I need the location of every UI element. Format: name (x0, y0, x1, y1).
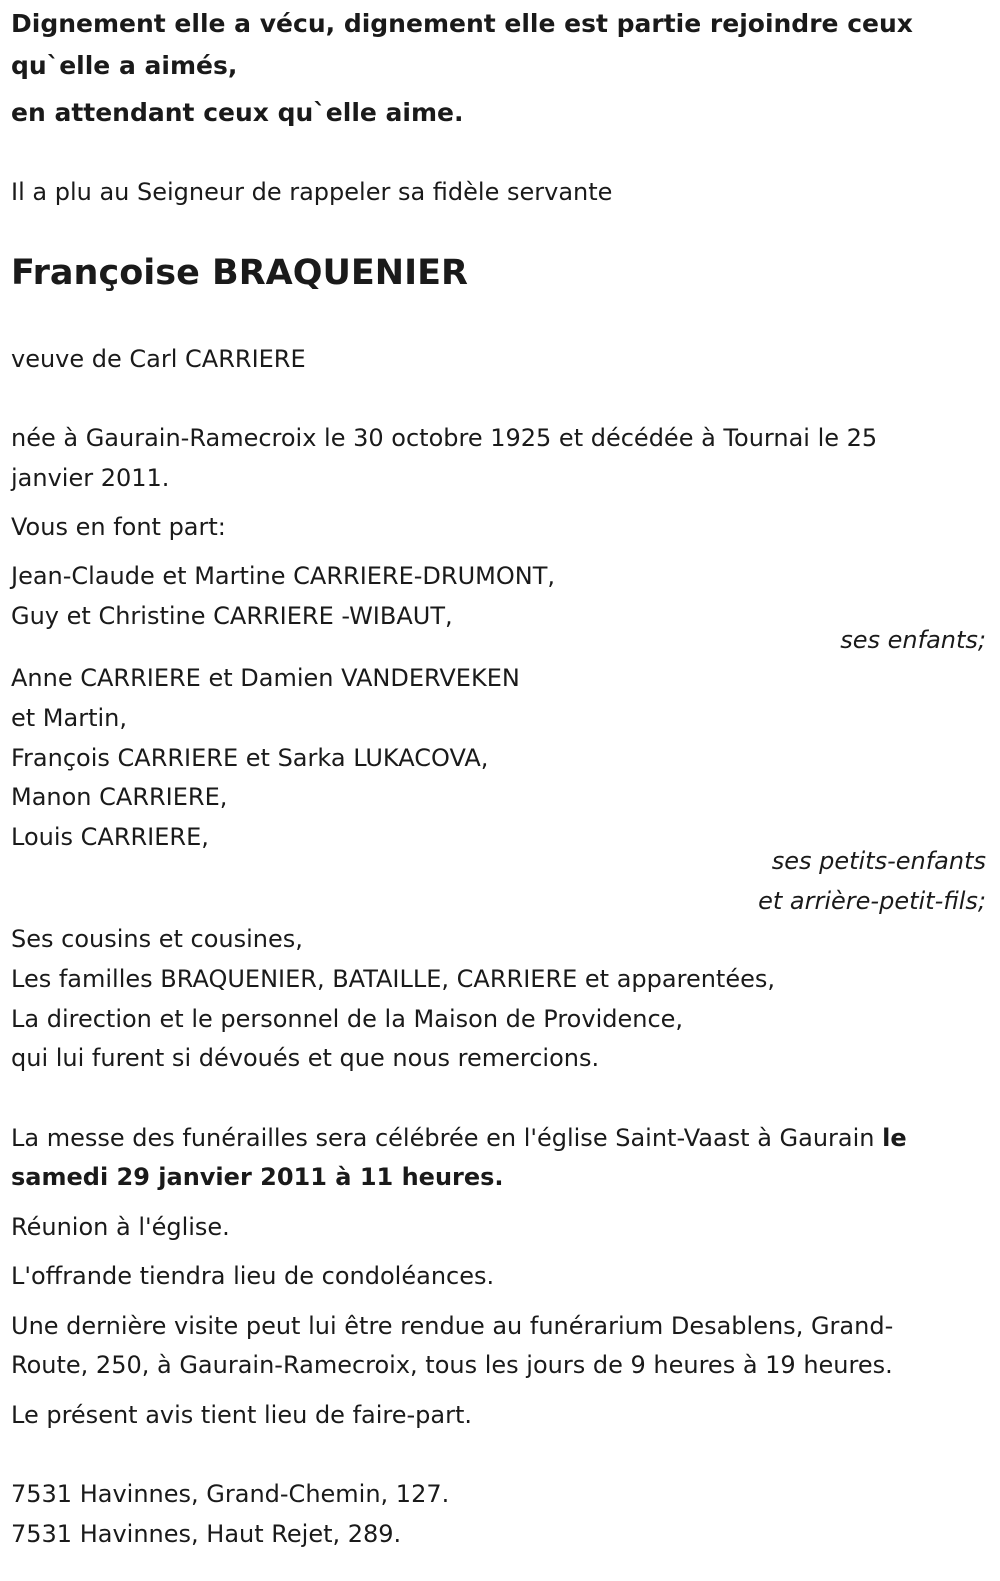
grandchild-entry: Louis CARRIERE, (11, 823, 209, 851)
relatives-entry: Ses cousins et cousines, (11, 925, 303, 953)
child-entry: Jean-Claude et Martine CARRIERE-DRUMONT, (11, 562, 555, 590)
address-entry: 7531 Havinnes, Grand-Chemin, 127. (11, 1480, 450, 1508)
offering-info: L'offrande tiendra lieu de condoléances. (11, 1262, 495, 1290)
deceased-name: Françoise BRAQUENIER (11, 253, 468, 293)
epitaph-line-1: Dignement elle a vécu, dignement elle est partie rejoindre ceux (11, 9, 913, 38)
visit-line-2: Route, 250, à Gaurain-Ramecroix, tous les jours de 9 heures à 19 heures. (11, 1351, 893, 1379)
funeral-date-time: samedi 29 janvier 2011 à 11 heures. (11, 1163, 504, 1191)
widow-of: veuve de Carl CARRIERE (11, 345, 306, 373)
grandchildren-label-line-1: ses petits-enfants (771, 847, 986, 875)
grandchild-entry: Anne CARRIERE et Damien VANDERVEKEN (11, 664, 520, 692)
birth-death-line-1: née à Gaurain-Ramecroix le 30 octobre 1925 et décédée à Tournai le 25 (11, 424, 878, 452)
grandchild-entry: François CARRIERE et Sarka LUKACOVA, (11, 744, 489, 772)
visit-line-1: Une dernière visite peut lui être rendue au funérarium Desablens, Grand- (11, 1312, 894, 1340)
epitaph-line-3: en attendant ceux qu`elle aime. (11, 98, 464, 127)
funeral-bold-text: le (882, 1124, 907, 1152)
intro-text: Il a plu au Seigneur de rappeler sa fidèle servante (11, 178, 613, 206)
meeting-info: Réunion à l'église. (11, 1213, 230, 1241)
funeral-line-1 (11, 1123, 907, 1153)
announcement: Vous en font part: (11, 513, 226, 541)
birth-death-line-2: janvier 2011. (11, 464, 170, 492)
relatives-entry: Les familles BRAQUENIER, BATAILLE, CARRIERE et apparentées, (11, 965, 775, 993)
relatives-entry: qui lui furent si dévoués et que nous remercions. (11, 1044, 600, 1072)
child-entry: Guy et Christine CARRIERE -WIBAUT, (11, 602, 453, 630)
epitaph-line-2: qu`elle a aimés, (11, 51, 238, 80)
address-entry: 7531 Havinnes, Haut Rejet, 289. (11, 1520, 402, 1548)
children-label: ses enfants; (840, 626, 986, 654)
grandchild-entry: Manon CARRIERE, (11, 783, 228, 811)
grandchild-entry: et Martin, (11, 704, 128, 732)
relatives-entry: La direction et le personnel de la Maison de Providence, (11, 1005, 684, 1033)
grandchildren-label-line-2: et arrière-petit-fils; (758, 887, 986, 915)
funeral-regular-text: La messe des funérailles sera célébrée en l'église Saint-Vaast à Gaurain (11, 1124, 883, 1152)
notice: Le présent avis tient lieu de faire-part. (11, 1401, 473, 1429)
